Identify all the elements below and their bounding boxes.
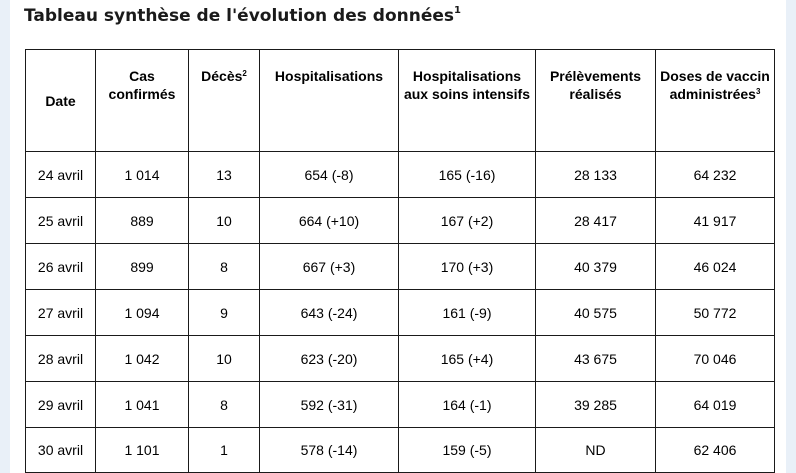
cell-vaccine-doses: 46 024 [656, 244, 775, 290]
cell-samples: ND [536, 428, 656, 473]
table-row [26, 244, 775, 290]
cell-deaths: 13 [189, 152, 260, 198]
cell-vaccine-doses: 62 406 [656, 428, 775, 473]
header-deaths: Décès$^2$ [189, 50, 260, 152]
cell-hospitalisations: 578 (-14) [260, 428, 399, 473]
cell-deaths: 9 [189, 290, 260, 336]
cell-deaths: 1 [189, 428, 260, 473]
cell-date: 28 avril [26, 336, 96, 382]
header-samples: Prélèvements réalisés [536, 50, 656, 152]
cell-hospitalisations: 592 (-31) [260, 382, 399, 428]
cell-vaccine-doses: 70 046 [656, 336, 775, 382]
table-row [26, 336, 775, 382]
cell-intensive-care: 164 (-1) [399, 382, 536, 428]
cell-vaccine-doses: 64 019 [656, 382, 775, 428]
cell-confirmed-cases: 1 041 [96, 382, 189, 428]
cell-samples: 40 379 [536, 244, 656, 290]
data-summary-table [25, 49, 775, 473]
cell-hospitalisations: 654 (-8) [260, 152, 399, 198]
cell-deaths: 8 [189, 244, 260, 290]
cell-date: 25 avril [26, 198, 96, 244]
cell-intensive-care: 167 (+2) [399, 198, 536, 244]
left-margin-strip [0, 0, 10, 473]
cell-vaccine-doses: 41 917 [656, 198, 775, 244]
cell-confirmed-cases: 1 101 [96, 428, 189, 473]
cell-date: 27 avril [26, 290, 96, 336]
cell-date: 30 avril [26, 428, 96, 473]
title-footnote-marker: 1 [454, 5, 461, 16]
cell-intensive-care: 170 (+3) [399, 244, 536, 290]
cell-intensive-care: 161 (-9) [399, 290, 536, 336]
cell-samples: 28 417 [536, 198, 656, 244]
cell-intensive-care: 159 (-5) [399, 428, 536, 473]
table-row [26, 152, 775, 198]
right-margin-strip [786, 0, 796, 473]
header-intensive-care: Hospitalisations aux soins intensifs [399, 50, 536, 152]
cell-vaccine-doses: 50 772 [656, 290, 775, 336]
cell-confirmed-cases: 899 [96, 244, 189, 290]
cell-hospitalisations: 643 (-24) [260, 290, 399, 336]
header-date: Date [26, 50, 96, 152]
cell-intensive-care: 165 (-16) [399, 152, 536, 198]
cell-samples: 43 675 [536, 336, 656, 382]
cell-confirmed-cases: 1 014 [96, 152, 189, 198]
cell-confirmed-cases: 1 042 [96, 336, 189, 382]
table-title-text: Tableau synthèse de l'évolution des données [24, 6, 455, 26]
header-confirmed-cases: Cas confirmés [96, 50, 189, 152]
header-hospitalisations: Hospitalisations [260, 50, 399, 152]
cell-date: 29 avril [26, 382, 96, 428]
table-row [26, 382, 775, 428]
table-row [26, 290, 775, 336]
cell-samples: 28 133 [536, 152, 656, 198]
cell-confirmed-cases: 1 094 [96, 290, 189, 336]
cell-vaccine-doses: 64 232 [656, 152, 775, 198]
cell-date: 26 avril [26, 244, 96, 290]
cell-hospitalisations: 623 (-20) [260, 336, 399, 382]
cell-hospitalisations: 664 (+10) [260, 198, 399, 244]
cell-confirmed-cases: 889 [96, 198, 189, 244]
cell-deaths: 10 [189, 336, 260, 382]
cell-hospitalisations: 667 (+3) [260, 244, 399, 290]
cell-samples: 40 575 [536, 290, 656, 336]
table-row [26, 198, 775, 244]
table-title [24, 6, 461, 26]
header-vaccine-doses: Doses de vaccin administrées$^3$ [656, 50, 775, 152]
cell-deaths: 8 [189, 382, 260, 428]
header-row [26, 50, 775, 152]
table-row [26, 428, 775, 473]
cell-intensive-care: 165 (+4) [399, 336, 536, 382]
cell-deaths: 10 [189, 198, 260, 244]
cell-samples: 39 285 [536, 382, 656, 428]
cell-date: 24 avril [26, 152, 96, 198]
